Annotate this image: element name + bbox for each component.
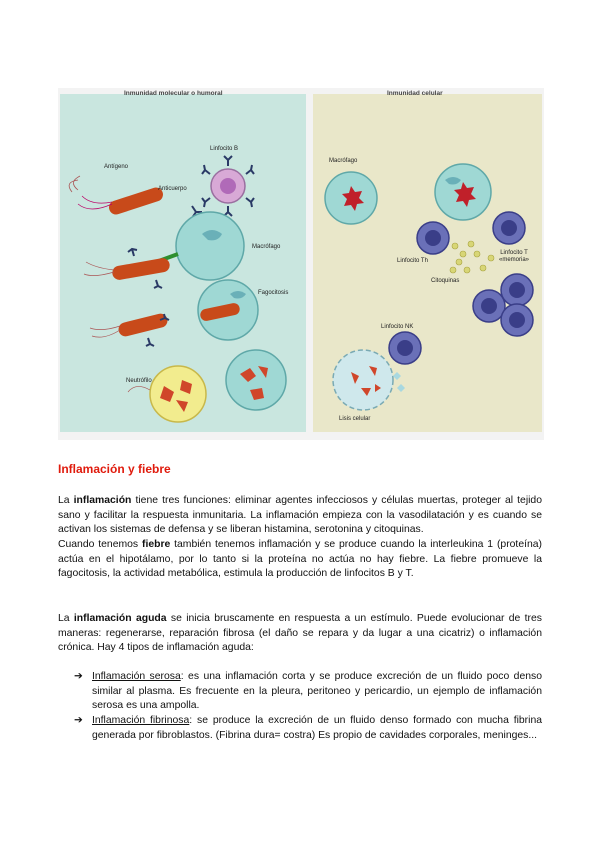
immunity-figure: [58, 88, 544, 440]
label-macrofago: Macrófago: [252, 244, 281, 250]
cellular-panel-title: Inmunidad celular: [387, 90, 443, 97]
cellular-immunity-panel: [313, 90, 542, 432]
label-neutrofilo: Neutrófilo: [126, 378, 152, 384]
humoral-immunity-panel: [60, 90, 306, 432]
label-antigeno: Antígeno: [104, 164, 129, 170]
label-lisis-celular: Lisis celular: [339, 416, 371, 422]
label-linfocito-nk: Linfocito NK: [381, 324, 414, 330]
label-linfocito-b: Linfocito B: [210, 146, 239, 152]
paragraph-inflamacion-aguda: La inflamación aguda se inicia bruscamente en respuesta a un estímulo. Puede evolucionar de tres maneras: regenerarse, reparación fibrosa (el daño se repara y da lugar a una cicatriz) o inflamación crónica. Hay 4 tipos de inflamación aguda:: [58, 613, 542, 654]
label-anticuerpo: Anticuerpo: [158, 186, 187, 192]
humoral-panel-title: Inmunidad molecular o humoral: [124, 90, 223, 97]
paragraph-inflamacion: La inflamación tiene tres funciones: eliminar agentes infecciosos y células muertas, proteger al tejido sano y facilitar la respuesta inmunitaria. La inflamación empieza con la vasodilatación y es cuando se activan los sistemas de defensa y se liberan histamina, serotonina y citoquinas.: [58, 495, 542, 536]
paragraph-fiebre: Cuando tenemos fiebre también tenemos inflamación y se produce cuando la interleukina 1 (proteína) actúa en el hipotálamo, por lo tanto si la proteína no actúa no hay fiebre. La fiebre promueve la fagocitosis, la actividad metabólica, estimula la producción de linfocitos B y T.: [58, 539, 542, 580]
term-inflamacion-serosa: Inflamación serosa: [92, 671, 181, 682]
label-linfocito-t-memoria: Linfocito T «memoria»: [498, 250, 529, 263]
label-macrofago-celular: Macrófago: [329, 158, 358, 164]
label-linfocito-th: Linfocito Th: [397, 258, 428, 264]
section-title: Inflamación y fiebre: [58, 462, 171, 476]
label-citoquinas: Citoquinas: [431, 278, 460, 284]
term-inflamacion-fibrinosa: Inflamación fibrinosa: [92, 715, 190, 726]
label-fagocitosis: Fagocitosis: [258, 290, 289, 296]
arrow-icon: ➔: [74, 671, 83, 682]
arrow-icon: ➔: [74, 715, 83, 726]
humoral-illustration: [60, 94, 306, 432]
